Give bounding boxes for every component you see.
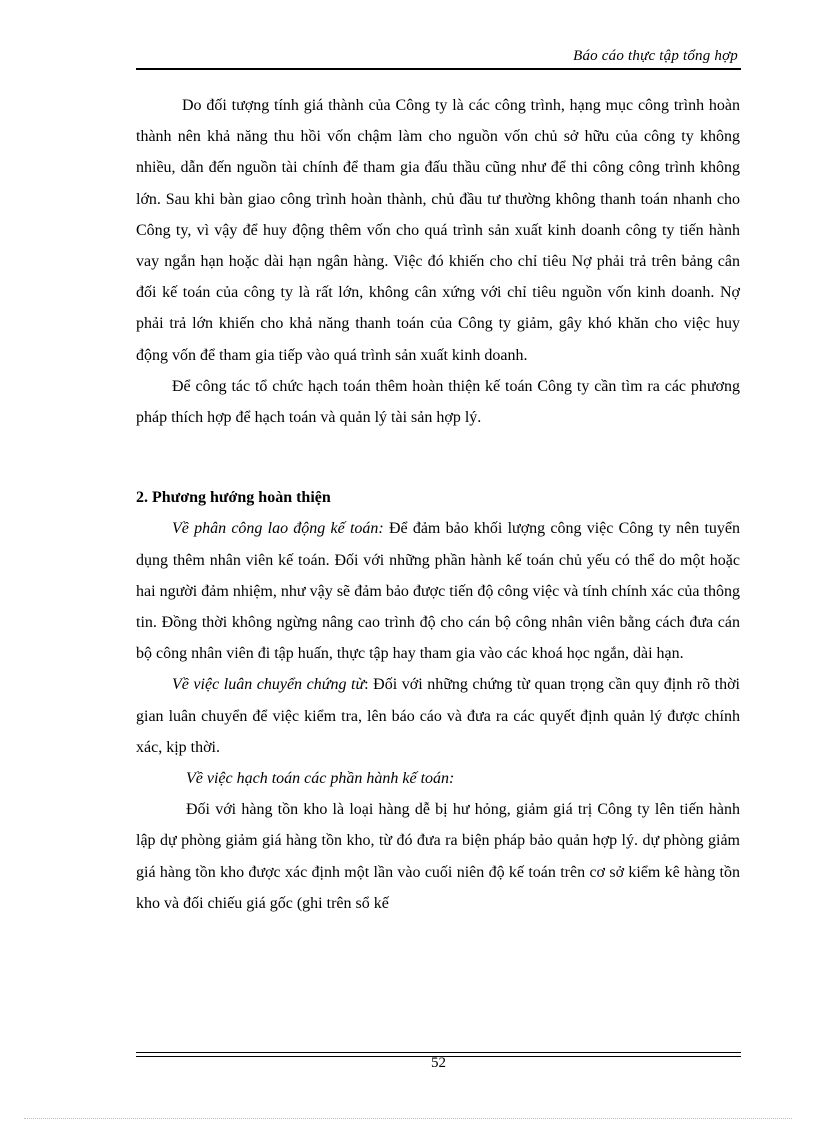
labor-division-label: Về phân công lao động kế toán: <box>172 520 384 538</box>
paragraph-accounting-improvement: Để công tác tổ chức hạch toán thêm hoàn thiện kế toán Công ty cần tìm ra các phương pháp thích hợp để hạch toán và quản lý tài sản hợp lý. <box>136 377 740 427</box>
document-circulation-label: Về việc luân chuyển chứng từ <box>172 676 365 694</box>
document-body <box>136 90 740 919</box>
page-number: 52 <box>431 1055 446 1071</box>
paragraph-labor-division <box>136 513 740 669</box>
paragraph-inventory-provision: Đối với hàng tồn kho là loại hàng dễ bị hư hỏng, giảm giá trị Công ty lên tiến hành lập dự phòng giảm giá hàng tồn kho, từ đó đưa ra biện pháp bảo quản hợp lý. dự phòng giảm giá hàng tồn kho được xác định một lần vào cuối niên độ kế toán trên cơ sở kiểm kê hàng tồn kho và đối chiếu giá gốc (ghi trên sổ kế <box>136 801 740 912</box>
paragraph-document-circulation <box>136 669 740 763</box>
paragraph-capital-recovery: Do đối tượng tính giá thành của Công ty là các công trình, hạng mục công trình hoàn thành nên khả năng thu hồi vốn chậm làm cho nguồn vốn chủ sở hữu của công ty không nhiều, dẫn đến nguồn tài chính để tham gia đấu thầu cũng như để thi công công trình không lớn. Sau khi bàn giao công trình hoàn thành, chủ đầu tư thường không thanh toán nhanh cho Công ty, vì vậy để huy động thêm vốn cho quá trình sản xuất kinh doanh công ty tiến hành vay ngắn hạn hoặc dài hạn ngân hàng. Việc đó khiến cho chỉ tiêu Nợ phải trả trên bảng cân đối kế toán của công ty là rất lớn, không cân xứng với chỉ tiêu nguồn vốn kinh doanh. Nợ phải trả lớn khiến cho khả năng thanh toán của Công ty giảm, gây khó khăn cho việc huy động vốn để tham gia tiếp vào quá trình sản xuất kinh doanh. <box>136 97 740 364</box>
page-edge-dotted-line <box>24 1118 792 1119</box>
document-circulation-text: : Đối với những chứng từ quan trọng cần quy định rõ thời gian luân chuyển để việc kiểm tra, lên báo cáo và đưa ra các quyết định quản lý được chính xác, kịp thời. <box>136 676 740 756</box>
labor-division-text: Để đảm bảo khối lượng công việc Công ty nên tuyển dụng thêm nhân viên kế toán. Đối với những phần hành kế toán chủ yếu có thể do một hoặc hai người đảm nhiệm, như vậy sẽ đảm bảo được tiến độ công việc và tính chính xác của thông tin. Đồng thời không ngừng nâng cao trình độ cho cán bộ công nhân viên bằng cách đưa cán bộ công nhân viên đi tập huấn, thực tập hay tham gia vào các khoá học ngắn, dài hạn. <box>136 520 741 663</box>
running-header-title: Báo cáo thực tập tổng hợp <box>573 48 738 64</box>
section-heading: 2. Phương hướng hoàn thiện <box>136 489 331 507</box>
header-divider <box>136 68 741 70</box>
subheading-accounting-parts: Về việc hạch toán các phần hành kế toán: <box>186 770 455 788</box>
